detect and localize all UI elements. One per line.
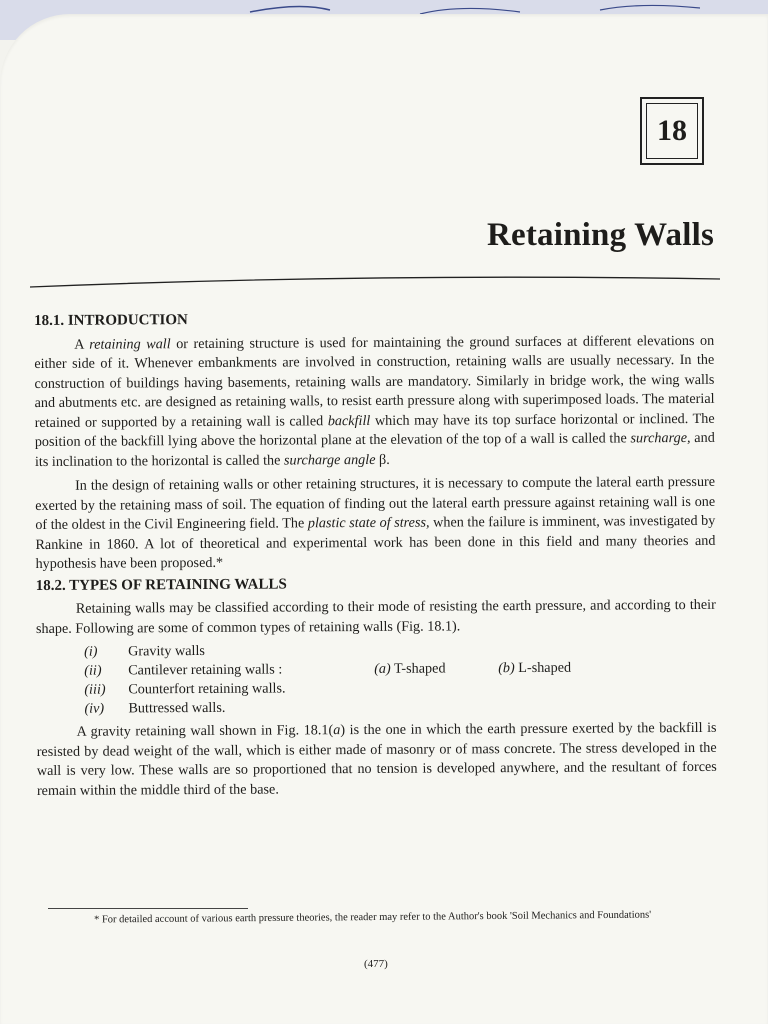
list-item: (i) Gravity walls	[84, 642, 205, 660]
types-paragraph-2: A gravity retaining wall shown in Fig. 18.1(a) is the one in which the earth pressure exerted by the backfill is resisted by dead weight of the wall, which is either made of masonry or of mass concrete. The stress developed in the wall is very low. These walls are so proportioned that no tension is developed anywhere, and the resultant of forces remain within the middle third of the base.	[36, 719, 717, 799]
list-item: (iv) Buttressed walls.	[84, 699, 226, 717]
wall-types-list	[84, 639, 716, 719]
sub-item-t-shaped: (a) T-shaped	[374, 660, 446, 677]
page-body	[34, 308, 717, 801]
footnote-rule	[48, 908, 248, 909]
chapter-title: Retaining Walls	[486, 217, 714, 253]
list-item: (iii) Counterfort retaining walls.	[84, 680, 286, 698]
list-item: (ii) Cantilever retaining walls : (a) T-shaped (b) L-shaped	[84, 658, 716, 681]
intro-paragraph-1: A retaining wall or retaining structure is used for maintaining the ground surfaces at different elevations on either side of it. Whenever embankments are involved in construction, retaining walls are usually necessary. In the construction of buildings having basements, retaining walls are mandatory. Similarly in bridge work, the wing walls and abutments etc. are designed as retaining walls, to resist earth pressure along with superimposed loads. The material retained or supported by a retaining wall is called backfill which may have its top surface horizontal or inclined. The position of the backfill lying above the horizontal plane at the elevation of the top of a wall is called the surcharge, and its inclination to the horizontal is called the surcharge angle β.	[34, 332, 715, 470]
intro-paragraph-2: In the design of retaining walls or other retaining structures, it is necessary to compute the lateral earth pressure exerted by the retaining mass of soil. The equation of finding out the lateral earth pressure against retaining wall is one of the oldest in the Civil Engineering field. The plastic state of stress, when the failure is imminent, was investigated by Rankine in 1860. A lot of theoretical and experimental work has been done in this field and many theories and hypothesis have been proposed.*	[35, 473, 716, 572]
page-number: (477)	[364, 958, 388, 970]
section-heading-types: 18.2. TYPES OF RETAINING WALLS	[35, 575, 287, 594]
sub-item-l-shaped: (b) L-shaped	[498, 659, 572, 677]
section-heading-introduction: 18.1. INTRODUCTION	[34, 312, 188, 329]
title-rule	[30, 275, 720, 291]
chapter-number-box	[640, 97, 704, 165]
chapter-number: 18	[646, 103, 698, 159]
footnote: * For detailed account of various earth pressure theories, the reader may refer to the Author's book 'Soil Mechanics and Foundations'	[94, 909, 652, 926]
types-paragraph-1: Retaining walls may be classified according to their mode of resisting the earth pressure, and according to their shape. Following are some of common types of retaining walls (Fig. 18.1).	[35, 596, 716, 637]
